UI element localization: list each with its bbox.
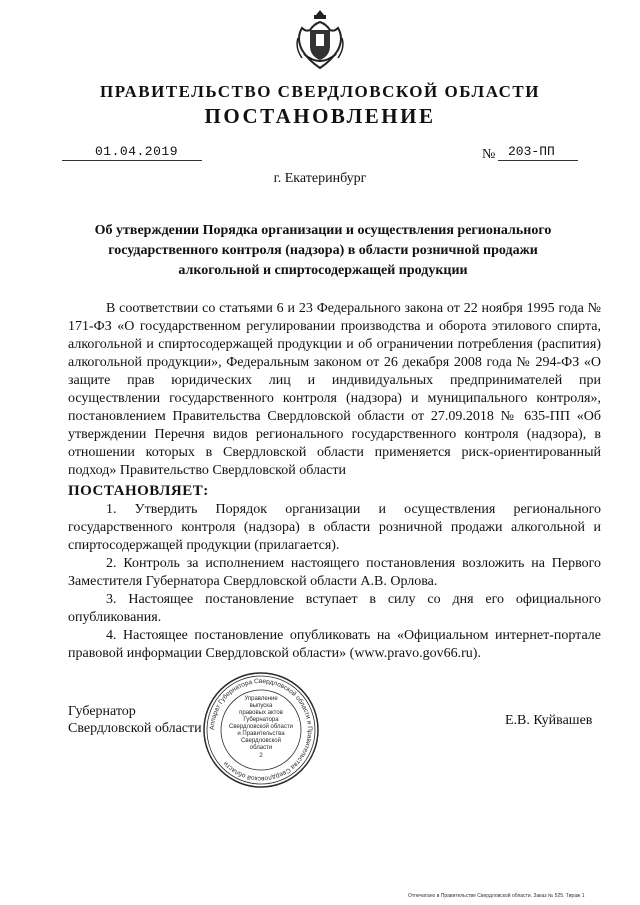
coat-of-arms-emblem <box>294 8 346 72</box>
position-line: Свердловской области <box>68 721 202 736</box>
list-item: 4. Настоящее постановление опубликовать на «Официальном интернет-портале правовой информации Свердловской области» (www.pravo.gov66.ru). <box>68 628 601 661</box>
stamp-ring-text: Аппарат Губернатора Свердловской области и Правительства Свердловской области <box>208 677 314 783</box>
number-sign: № <box>482 147 496 162</box>
stamp-line: и Правительства <box>237 731 285 737</box>
date-underline <box>62 160 202 161</box>
stamp-line: Свердловской <box>241 738 281 744</box>
print-footer-note: Отпечатано в Правительстве Свердловской области. Заказ № 525. Тираж 1 <box>408 893 585 899</box>
stamp-line: выпуска <box>249 703 273 709</box>
stamp-line: 2 <box>259 753 263 759</box>
stamp-line: Управление <box>244 696 278 702</box>
list-item: 3. Настоящее постановление вступает в силу со дня его официального опубликования. <box>68 592 601 625</box>
organization-title: ПРАВИТЕЛЬСТВО СВЕРДЛОВСКОЙ ОБЛАСТИ <box>100 82 540 101</box>
document-date: 01.04.2019 <box>95 144 179 159</box>
stamp-line: правовых актов <box>239 710 283 716</box>
document-type-title: ПОСТАНОВЛЕНИЕ <box>204 104 436 128</box>
list-item: 1. Утвердить Порядок организации и осуществления регионального государственного контроля (надзора) в области розничной продажи алкогольной и спиртосодержащей продукции (прилагается). <box>68 502 601 553</box>
preamble-paragraph: В соответствии со статьями 6 и 23 Федерального закона от 22 ноября 1995 года № 171-ФЗ «О государственном регулировании производства и оборота этилового спирта, алкогольной и спиртосодержащей продукции и об ограничении потребления (распития) алкогольной продукции», Федеральным законом от 26 декабря 2008 года № 294-ФЗ «О защите прав юридических лиц и индивидуальных предпринимателей при осуществлении государственного контроля (надзора) и муниципального контроля», постановлением Правительства Свердловской области от 27.09.2018 № 635-ПП «Об утверждении Перечня видов регионального государственного контроля (надзора), в отношении которых в Свердловской области применяется риск-ориентированный подход» Правительство Свердловской области <box>68 301 601 478</box>
stamp-line: Губернатора <box>243 717 279 723</box>
number-underline <box>498 160 578 161</box>
stamp-line: Свердловской области <box>228 724 294 730</box>
signatory-position <box>68 703 202 737</box>
official-stamp <box>202 671 320 789</box>
document-subject: Об утверждении Порядка организации и осуществления регионального государственного контроля (надзора) в области розничной продажи алкогольной и спиртосодержащей продукции <box>94 223 552 278</box>
list-item: 2. Контроль за исполнением настоящего постановления возложить на Первого Заместителя Губернатора Свердловской области А.В. Орлова. <box>68 556 601 589</box>
signatory-name: Е.В. Куйвашев <box>505 713 593 728</box>
position-line: Губернатор <box>68 704 136 719</box>
city: г. Екатеринбург <box>273 171 367 186</box>
resolve-heading: ПОСТАНОВЛЯЕТ: <box>68 483 209 499</box>
document-number: 203-ПП <box>508 144 555 159</box>
stamp-line: области <box>249 745 273 751</box>
document-body <box>68 300 601 663</box>
svg-text:Аппарат Губернатора Свердловск <box>209 678 313 782</box>
